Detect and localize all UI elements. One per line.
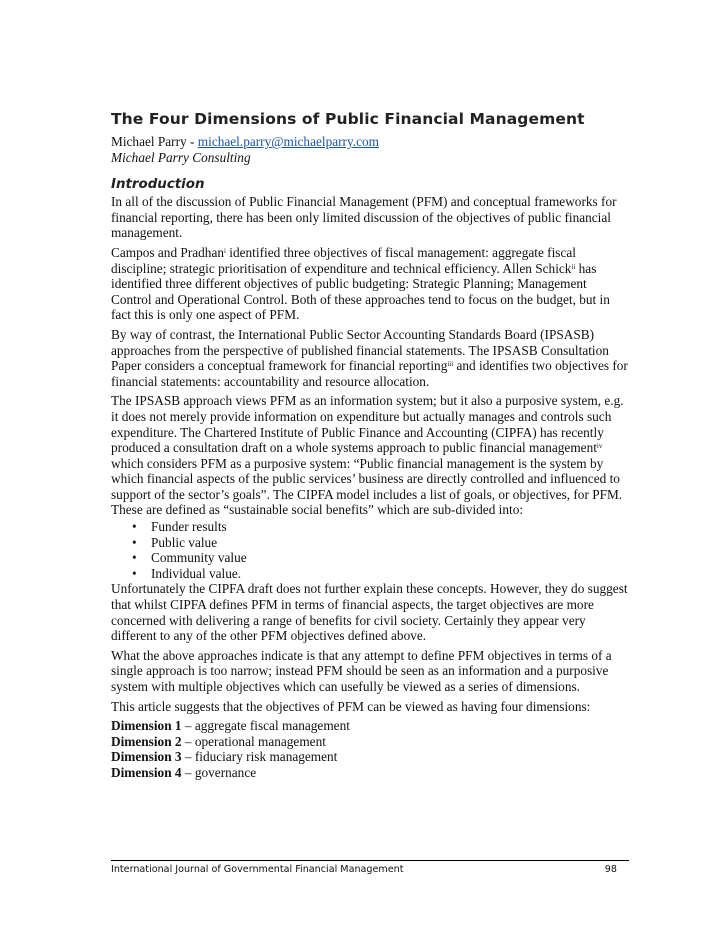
journal-name: International Journal of Governmental Financial Management: [111, 864, 404, 875]
footnote-ref-ii[interactable]: ii: [571, 262, 576, 271]
social-benefits-list: [111, 519, 629, 581]
list-item: • Community value: [151, 550, 629, 566]
paragraph-3-text-a: By way of contrast, the International Public Sector Accounting Standards Board (IPSASB) approaches from the perspective of published financial statements. The IPSASB Consultation Paper considers a conceptual framework for financial reporting: [111, 326, 609, 374]
paragraph-2-text-c: has identified three different objectives of public budgeting: Strategic Planning; Management Control and Operational Control. Both of these approaches tend to focus on the budget, but in fact this is only one aspect of PFM.: [111, 260, 610, 323]
dimension-item: [111, 765, 629, 781]
paragraph-6: What the above approaches indicate is that any attempt to define PFM objectives in terms of a single approach is too narrow; instead PFM should be seen as an information and a purposive system with multiple objectives which can usefully be viewed as a series of dimensions.: [111, 647, 612, 694]
dimension-label: Dimension 2: [111, 733, 182, 749]
paragraph-5: Unfortunately the CIPFA draft does not further explain these concepts. However, they do suggest that whilst CIPFA defines PFM in terms of financial aspects, the target objectives are more concerned with delivering a range of benefits for civil society. Certainly they appear very different to any of the other PFM objectives defined above.: [111, 581, 628, 644]
paragraph-7: This article suggests that the objectives of PFM can be viewed as having four dimensions:: [111, 698, 591, 714]
paragraph-3-text-b: and identifies two objectives for financial statements: accountability and resource allocation.: [111, 358, 628, 389]
list-item: • Public value: [151, 535, 629, 551]
dimension-item: [111, 749, 629, 765]
footnote-ref-iv[interactable]: iv: [596, 442, 603, 451]
dimensions-list: [111, 718, 629, 780]
dimension-item: [111, 734, 629, 750]
paragraph-2-text-b: identified three objectives of fiscal management: aggregate fiscal discipline; strategic prioritisation of expenditure and technical efficiency. Allen Schick: [111, 244, 576, 276]
section-heading-introduction: Introduction: [111, 177, 205, 193]
list-item: • Funder results: [151, 519, 629, 535]
dimension-item: [111, 718, 629, 734]
dimension-label: Dimension 4: [111, 764, 182, 780]
paragraph-4: [111, 393, 629, 518]
paragraph-4-text-a: The IPSASB approach views PFM as an information system; but it also a purposive system, e.g. it does not merely provide information on expenditure but actually manages and controls such expenditure. The Chartered Institute of Public Finance and Accounting (CIPFA) has recently produced a consultation draft on a whole systems approach to public financial management: [111, 393, 624, 456]
author-line: [111, 134, 629, 150]
paragraph-3: [111, 327, 629, 389]
author-email-link[interactable]: michael.parry@michaelparry.com: [197, 134, 379, 149]
paragraph-4-text-b: which considers PFM as a purposive system: “Public financial management is the system by which financial aspects of the public services’ business are directly controlled and influenced to support of the sector’s goals”. The CIPFA model includes a list of goals, or objectives, for PFM. These are defined as “sustainable social benefits” which are sub-divided into:: [111, 455, 623, 518]
author-organization: Michael Parry Consulting: [111, 149, 251, 165]
paragraph-2-text-a: Campos and Pradhan: [111, 244, 225, 260]
page-number: 98: [604, 864, 617, 875]
author-name: Michael Parry -: [111, 134, 198, 149]
dimension-description: – governance: [181, 764, 257, 780]
page-footer: [111, 860, 629, 875]
footnote-ref-i[interactable]: i: [224, 246, 226, 255]
dimension-description: – fiduciary risk management: [181, 749, 338, 765]
dimension-description: – operational management: [181, 733, 326, 749]
article-title: The Four Dimensions of Public Financial Management: [111, 110, 585, 128]
footnote-ref-iii[interactable]: iii: [447, 360, 454, 369]
paragraph-2: [111, 245, 629, 323]
list-item: • Individual value.: [151, 566, 629, 582]
paragraph-1: In all of the discussion of Public Financial Management (PFM) and conceptual frameworks for financial reporting, there has been only limited discussion of the objectives of public financial management.: [111, 194, 617, 241]
article-page: [111, 105, 629, 781]
dimension-label: Dimension 1: [111, 718, 182, 734]
article-body: [111, 194, 629, 780]
dimension-label: Dimension 3: [111, 749, 182, 765]
dimension-description: – aggregate fiscal management: [181, 718, 350, 734]
